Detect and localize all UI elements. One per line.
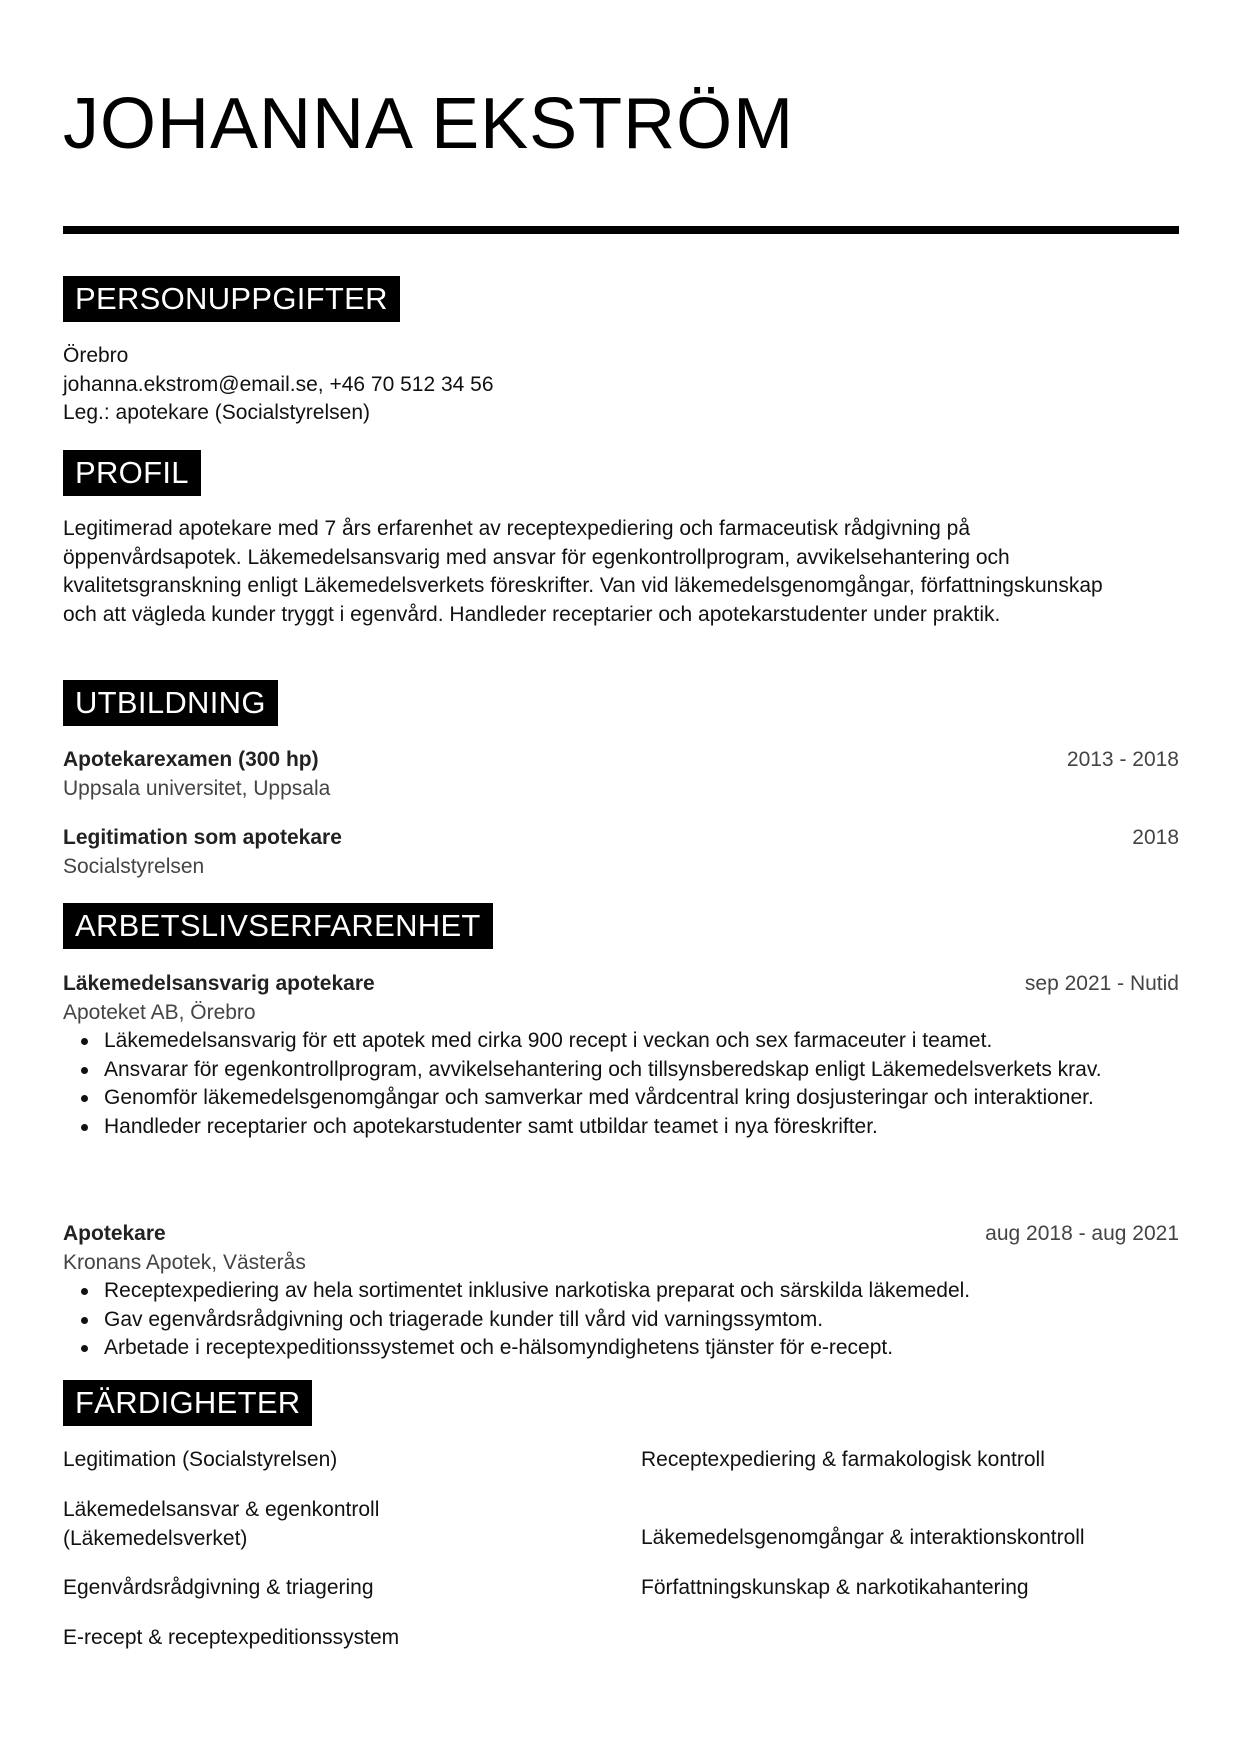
experience-role: Apotekare [63,1222,166,1245]
experience-bullet: Gav egenvårdsrådgivning och triagerade kunder till vård vid varningssymtom. [104,1306,1179,1335]
experience-bullet: Arbetade i receptexpeditionssystemet och e-hälsomyndighetens tjänster för e-recept. [104,1334,1179,1363]
skill-item: Legitimation (Socialstyrelsen) [63,1448,338,1471]
education-school: Socialstyrelsen [63,854,205,878]
education-entry [63,746,1179,803]
skill-item: Läkemedelsgenomgångar & interaktionskontroll [641,1526,1085,1549]
experience-bullet: Ansvarar för egenkontrollprogram, avvikelsehantering och tillsynsberedskap enligt Läkemedelsverkets krav. [104,1056,1179,1085]
skill-item: Läkemedelsansvar & egenkontroll (Läkemedelsverket) [63,1498,380,1550]
experience-entry [63,1220,1179,1363]
personal-details [63,342,1179,428]
skill-item: Egenvårdsrådgivning & triagering [63,1576,374,1599]
section-title-experience: ARBETSLIVSERFARENHET [63,903,493,949]
experience-bullets [63,1027,1179,1141]
personal-contact: johanna.ekstrom@email.se, +46 70 512 34 56 [63,372,494,396]
section-title-personal: PERSONUPPGIFTER [63,276,400,322]
profile-text [63,515,1123,629]
education-date: 2018 [1132,826,1179,849]
education-date: 2013 - 2018 [1066,748,1179,771]
education-degree: Legitimation som apotekare [63,826,342,849]
skill-item: E-recept & receptexpeditionssystem [63,1626,400,1649]
experience-bullet: Handleder receptarier och apotekarstudenter samt utbildar teamet i nya föreskrifter. [104,1113,1179,1142]
education-degree: Apotekarexamen (300 hp) [63,748,319,771]
experience-bullet: Läkemedelsansvarig för ett apotek med cirka 900 recept i veckan och sex farmaceuter i teamet. [104,1027,1179,1056]
experience-employer: Apoteket AB, Örebro [63,1000,256,1024]
profile-paragraph: Legitimerad apotekare med 7 års erfarenhet av receptexpediering och farmaceutisk rådgivning på öppenvårdsapotek. Läkemedelsansvarig med ansvar för egenkontrollprogram, avvikelsehantering och kvalitetsgranskning enligt Läkemedelsverkets föreskrifter. Van vid läkemedelsgenomgångar, författningskunskap och att vägleda kunder tryggt i egenvård. Handleder receptarier och apotekarstudenter under praktik. [63,517,1103,626]
experience-bullet: Genomför läkemedelsgenomgångar och samverkar med vårdcentral kring dosjusteringar och interaktioner. [104,1084,1179,1113]
section-title-profile: PROFIL [63,450,201,496]
skill-item: Receptexpediering & farmakologisk kontroll [641,1448,1045,1471]
personal-city: Örebro [63,344,129,367]
skill-item: Författningskunskap & narkotikahantering [641,1576,1029,1599]
section-title-education: UTBILDNING [63,680,278,726]
candidate-name: JOHANNA EKSTRÖM [63,84,795,164]
experience-date: sep 2021 - Nutid [1024,972,1179,995]
section-title-skills: FÄRDIGHETER [63,1380,312,1426]
header-divider [63,226,1179,234]
experience-bullet: Receptexpediering av hela sortimentet inklusive narkotiska preparat och särskilda läkemedel. [104,1277,1179,1306]
experience-role: Läkemedelsansvarig apotekare [63,972,375,995]
experience-entry [63,970,1179,1141]
education-entry [63,824,1179,881]
experience-employer: Kronans Apotek, Västerås [63,1250,306,1274]
personal-license: Leg.: apotekare (Socialstyrelsen) [63,401,370,424]
education-school: Uppsala universitet, Uppsala [63,776,331,800]
experience-bullets [63,1277,1179,1363]
experience-date: aug 2018 - aug 2021 [985,1222,1179,1245]
